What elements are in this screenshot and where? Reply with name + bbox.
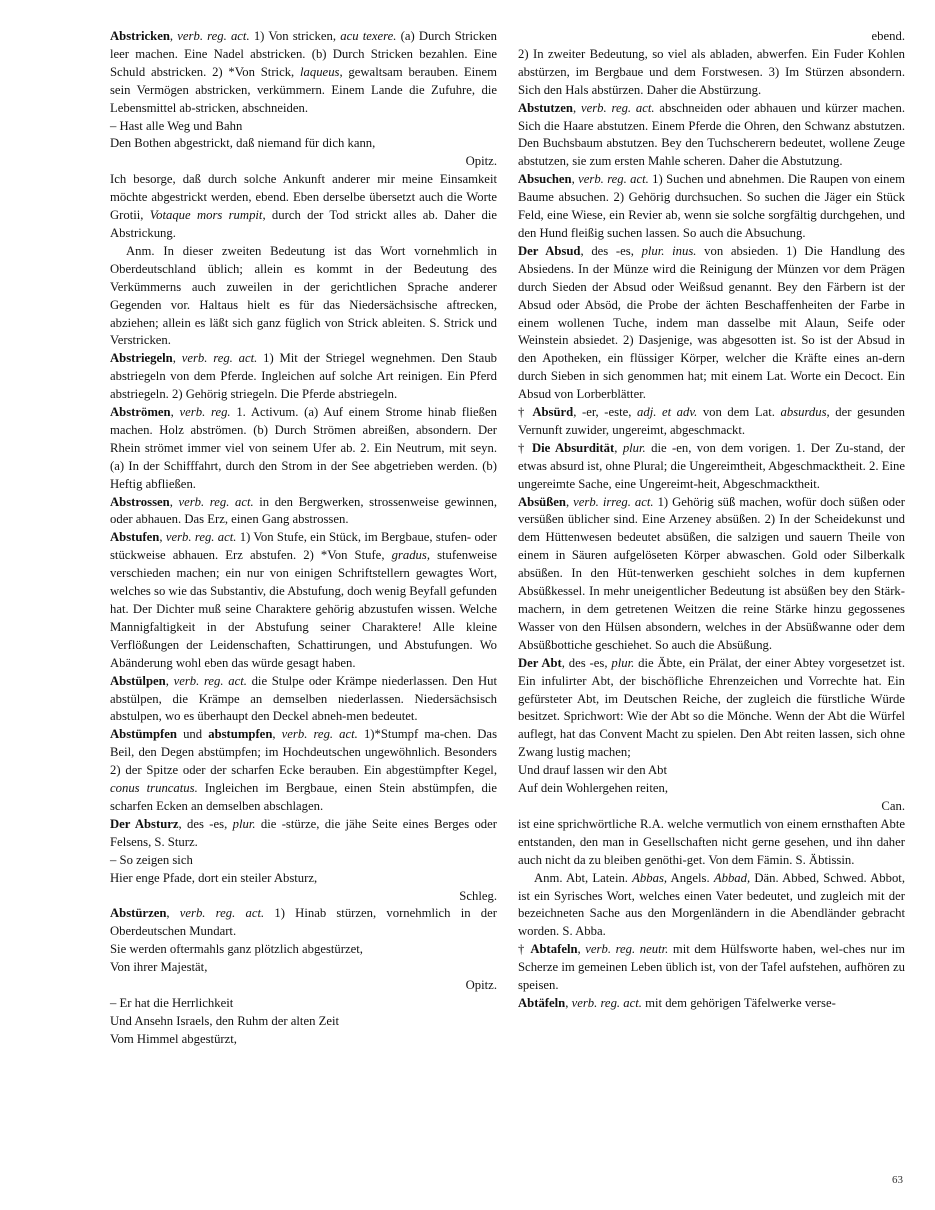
left-column — [110, 28, 497, 1049]
headword: Abstriegeln — [110, 351, 173, 366]
quote-line: Den Bothen abgestrickt, daß niemand für dich kann, — [110, 136, 376, 151]
grammar: plur. — [611, 655, 635, 670]
grammar: verb. reg. act. — [177, 29, 250, 43]
entry-abtaefeln: Abtäfeln, verb. reg. act. mit dem gehörigen Täfelwerke verse- — [518, 995, 836, 1010]
headword: Der Absturz — [110, 816, 179, 831]
grammar: plur. — [232, 816, 256, 831]
grammar: verb. reg. act. — [578, 172, 649, 187]
headword: Abstrossen — [110, 494, 170, 509]
entry-abtafeln: † Abtafeln, verb. reg. neutr. mit dem Hülfsworte haben, wel-ches nur im Scherze im gemeinen Leben üblich ist, von der Tafel aufstehen, aufhören zu speisen. — [518, 942, 905, 993]
quote-source: Can. — [881, 798, 905, 813]
entry-abstutzen: Abstutzen, verb. reg. act. abschneiden oder abhauen und kürzer machen. Sich die Haare abstutzen. Einem Pferde die Ohren, den Schwanz abstutzen. Den Buchsbaum abstutzen. Bey den Tuchscherern bedeutet, wollene Zeuge abstutzen, sie zum ersten Mahle scheren. Daher die Abstutzung. — [518, 100, 905, 169]
entry-abstuempfen: Abstümpfen und abstumpfen, verb. reg. act. 1)*Stumpf ma-chen. Das Beil, den Degen abstümpfen; im Hochdeutschen ungewöhnlich. Besonders 2) der Spitze oder der scharfen Ecke berauben. Ein abgestümpfter Kegel, conus truncatus. Ingleichen im Bergbaue, einen Stein abstümpfen, die scharfen Ecken an demselben abschlagen. — [110, 727, 498, 813]
grammar: verb. reg. act. — [179, 906, 265, 921]
headword: Abstricken — [110, 29, 170, 43]
grammar: verb. reg. — [179, 405, 231, 420]
headword: Abstutzen — [518, 100, 573, 115]
entry-abstufen: Abstufen, verb. reg. act. 1) Von Stufe, ein Stück, im Bergbaue, stufen- oder stückweise abhauen. Erz abstufen. 2) *Von Stufe, gradus, stufenweise verschieden machen; ein nur von einigen Schriftstellern gewagtes Wort, welches so wie das Substantiv, die Abstufung, doch wenig Beyfall gefunden hat. Der Dichter muß seine Charaktere gehörig abzustufen wissen. Welche Mannigfaltigkeit in der Abstufung seiner Charaktere! Alle kleine Verflößungen der Leidenschaften, Schattirungen, und Abstufungen. Wo Abänderung wohl eben das würde gesagt haben. — [110, 530, 497, 670]
quote-source: Schleg. — [459, 888, 497, 903]
grammar: verb. reg. act. — [571, 995, 642, 1010]
grammar: plur. — [622, 440, 646, 455]
grammar: adj. et adv. — [637, 405, 698, 420]
headword: Abstufen — [110, 530, 160, 545]
headword: Absürd — [532, 405, 574, 420]
grammar: verb. reg. act. — [181, 351, 258, 366]
quote-line: Und drauf lassen wir den Abt — [518, 763, 668, 778]
entry-absuchen: Absuchen, verb. reg. act. 1) Suchen und abnehmen. Die Raupen von einem Baume absuchen. 2) Gehörig durchsuchen. So suchen die Jäger ein Stück Feld, eine Wiese, ein Revier ab, wenn sie solche sorgfältig durchgehen, und den Hund fleißig suchen lassen. So auch die Absuchung. — [518, 172, 905, 240]
entry-absud: Der Absud, des -es, plur. inus. von absieden. 1) Die Handlung des Absiedens. In der Münze wird die Reinigung der Münzen vor dem Prägen durch Sieden der Absud oder Weißsud genannt. Bey den Färbern ist der Absud oder Absöd, die Probe der ächten Beschaffenheiten der Farbe in einem wollenen Tuche, indem man dasselbe mit Alaun, Seife oder Weinstein absiedet. 2) Dasjenige, was abgesotten ist. So ist der Absud in den Apotheken, ein flüssiger Körper, welcher die Kräfte eines an-dern durch Sieben in sich genommen hat; mit einem Lat. Worte ein Decoct. Ein Absud von Lorberblätter. — [518, 243, 905, 402]
entry-absturz: Der Absturz, des -es, plur. die -stürze, die jähe Seite eines Berges oder Felsens, S. Sturz. – So zeigen sich Hier enge Pfade, dort ein steiler Absturz, Schleg. — [110, 816, 497, 906]
headword: Abstülpen — [110, 673, 166, 688]
quote-line: Von ihrer Majestät, — [110, 960, 208, 975]
quote-line: Hier enge Pfade, dort ein steiler Absturz, — [110, 870, 318, 885]
grammar: verb. irreg. act. — [573, 494, 654, 509]
grammar: plur. inus. — [641, 243, 697, 258]
grammar: verb. reg. neutr. — [585, 942, 669, 957]
quote-line: – Hast alle Weg und Bahn — [110, 118, 243, 133]
quote-line: – So zeigen sich — [110, 852, 193, 867]
quote-source: ebend. — [871, 29, 905, 43]
entry-abt: Der Abt, des -es, plur. die Äbte, ein Prälat, der einer Abtey vorgesetzet ist. Ein infulirter Abt, der bischöfliche Ehrenzeichen und Vorrechte hat. Ein gefürsteter Abt, im Deutschen Reiche, der zugleich die fürstliche Würde besitzet. Sprichwort: Wie der Abt so die Mönche. Wenn der Abt die Würfel auflegt, hat das Convent Macht zu spielen. Den Abt reiten lassen, sich ohne Zwang lustig machen; Und drauf lassen wir den Abt Auf dein Wohlergehen reiten, Can. ist eine sprichwörtliche R.A. welche vermutlich von einem ernsthaften Abte entstanden, den man in Gesellschaften nicht gerne gesehen, und ihn daher auch nicht da zu bleiben genöthi-get. Von dem Fämin. S. Äbtissin. Anm. Abt, Latein. Abbas, Angels. Abbad, Dän. Abbed, Schwed. Abbot, ist ein Syrisches Wort, welches einen Vater bedeutet, und zugleich mit der bezeichneten Sache aus den Morgenländern in die Abendländer gebracht worden. S. Abba. — [518, 655, 905, 942]
entry-abstroemen: Abströmen, verb. reg. 1. Activum. (a) Auf einem Strome hinab fließen machen. Holz abströmen. (b) Durch Strömen abreißen, absondern. Der Rhein strömet immer viel von seinem Ufer ab. 2. Ein Neutrum, mit seyn. (a) In der Schifffahrt, durch den Strom in der See abgetrieben werden. (b) Heftig abfließen. — [110, 405, 497, 491]
grammar: verb. reg. act. — [173, 673, 247, 688]
headword: Der Abt — [518, 655, 562, 670]
headword: abstumpfen — [208, 727, 273, 742]
headword: Absuchen — [518, 172, 572, 187]
grammar: verb. reg. act. — [165, 530, 237, 545]
quote-line: Und Ansehn Israels, den Ruhm der alten Zeit — [110, 1013, 340, 1028]
right-column — [518, 28, 905, 1013]
quote-line: Auf dein Wohlergehen reiten, — [518, 781, 669, 796]
headword: Abströmen — [110, 405, 171, 420]
grammar: verb. reg. act. — [281, 727, 358, 742]
headword: Abtäfeln — [518, 995, 566, 1010]
quote-source: Opitz. — [465, 978, 497, 993]
headword: Die Absurdität — [531, 440, 615, 455]
quote-line: Vom Himmel abgestürzt, — [110, 1031, 237, 1046]
quote-line: Sie werden oftermahls ganz plötzlich abgestürzet, — [110, 942, 363, 957]
grammar: verb. reg. act. — [178, 494, 254, 509]
entry-abstuerzen: Abstürzen, verb. reg. act. 1) Hinab stürzen, vornehmlich in der Oberdeutschen Mundart. Sie werden oftermahls ganz plötzlich abgestürzet, Von ihrer Majestät, Opitz. – Er hat die Herrlichkeit Und Ansehn Israels, den Ruhm der alten Zeit Vom Himmel abgestürzt, — [110, 905, 497, 1048]
entry-abstrossen: Abstrossen, verb. reg. act. in den Bergwerken, strossenweise gewinnen, oder abhauen. Das Erz, einen Gang abstrossen. — [110, 494, 497, 527]
continued-text: 2) In zweiter Bedeutung, so viel als abladen, abwerfen. Ein Fuder Kohlen abstürzen, im Bergbaue und dem Forstwesen. 3) Im Stürzen absondern. Sich den Hals abstürzen. Daher die Abstürzung. — [518, 46, 905, 97]
entry-abstricken: Abstricken, verb. reg. act. 1) Von stricken, acu texere. (a) Durch Stricken leer machen. Eine Nadel abstricken. (b) Durch Stricken bezahlen. Eine Schuld abstricken. 2) *Von Strick, laqueus, gewaltsam berauben. Einem sein Vermögen abstricken, verkümmern. Einem Lande die Zufuhre, die Lebensmittel ab-stricken, abschneiden. – Hast alle Weg und Bahn Den Bothen abgestrickt, daß niemand für dich kann, Opitz. Ich besorge, daß durch solche Ankunft anderer mir meine Einsamkeit möchte abgestrickt werden, ebend. Eben derselbe übersetzt auch die Worte Grotii, Votaque mors rumpit, durch der Tod strickt alles ab. Daher die Abstrickung. Anm. In dieser zweiten Bedeutung ist das Wort vornehmlich in Oberdeutschland üblich; allein es kommt in der Bedeutung des Verkümmerns auch zuweilen in der gerichtlichen Sprache anderer Gegenden vor. Haltaus hielt es für das Niedersächsische aftrecken, abziehen; allein es läßt sich ganz füglich von Strick ableiten. S. Strick und Verstricken. — [110, 28, 497, 350]
grammar: verb. reg. act. — [580, 100, 655, 115]
entry-absurd: † Absürd, -er, -este, adj. et adv. von dem Lat. absurdus, der gesunden Vernunft zuwider, ungereimt, abgeschmackt. — [518, 405, 906, 437]
quote-line: – Er hat die Herrlichkeit — [110, 995, 234, 1010]
headword: Abtafeln — [530, 942, 578, 957]
annotation: Anm. Abt, Latein. Abbas, Angels. Abbad, Dän. Abbed, Schwed. Abbot, ist ein Syrisches Wort, welches einen Vater bedeutet, und zugleich mit der bezeichneten Sache aus den Morgenländern in die Abendländer gebracht worden. S. Abba. — [518, 870, 906, 939]
entry-abstriegeln: Abstriegeln, verb. reg. act. 1) Mit der Striegel wegnehmen. Den Staub abstriegeln von dem Pferde. Ingleichen auf solche Art reinigen. Ein Pferd abstriegeln. 2) Gehörig striegeln. Die Pferde abstriegeln. — [110, 351, 498, 402]
quote-source: Opitz. — [465, 154, 497, 169]
headword: Absüßen — [518, 494, 566, 509]
headword: Abstürzen — [110, 906, 167, 921]
page-number: 63 — [892, 1174, 903, 1186]
annotation: Anm. In dieser zweiten Bedeutung ist das Wort vornehmlich in Oberdeutschland üblich; allein es kommt in der Bedeutung des Verkümmerns auch zuweilen in der gerichtlichen Sprache anderer Gegenden vor. Haltaus hielt es für das Niedersächsische aftrecken, abziehen; allein es läßt sich ganz füglich von Strick ableiten. S. Strick und Verstricken. — [110, 243, 497, 348]
headword: Abstümpfen — [110, 727, 177, 742]
headword: Der Absud — [518, 243, 581, 258]
entry-absurditaet: † Die Absurdität, plur. die -en, von dem vorigen. 1. Der Zu-stand, der etwas absurd ist, ohne Plural; die Ungereimtheit, Abgeschmacktheit. 2. Eine ungereimte Sache, eine Ungereimt-heit, Abgeschmacktheit. — [518, 440, 906, 491]
entry-abstuelpen: Abstülpen, verb. reg. act. die Stulpe oder Krämpe niederlassen. Den Hut abstülpen, die Krämpe an demselben niederlassen. Niedersächsisch abstulpen, wo es überhaupt den Deckel abneh-men bedeutet. — [110, 673, 497, 724]
entry-absuessen: Absüßen, verb. irreg. act. 1) Gehörig süß machen, wofür doch süßen oder versüßen üblicher sind. Eine Arzeney absüßen. 2) In der Scheidekunst und dem Hüttenwesen bedeutet absüßen, die salzigen und sauern Theile von einem in Säuren aufgelöseten Körper abwaschen. Gold oder Silberkalk absüßen. In den Hüt-tenwerken geschieht solches in dem kupfernen Absüßkessel. In mehr uneigentlicher Bedeutung ist absüßen bey den Stärk-machern, in dem getretenen Weitzen die reine Stärke hinzu gegossenes Wasser von den Hülsen absondern, welches in der Absüßwanne oder dem Absüßbottiche geschiehet. So auch die Absüßung. — [518, 494, 906, 652]
